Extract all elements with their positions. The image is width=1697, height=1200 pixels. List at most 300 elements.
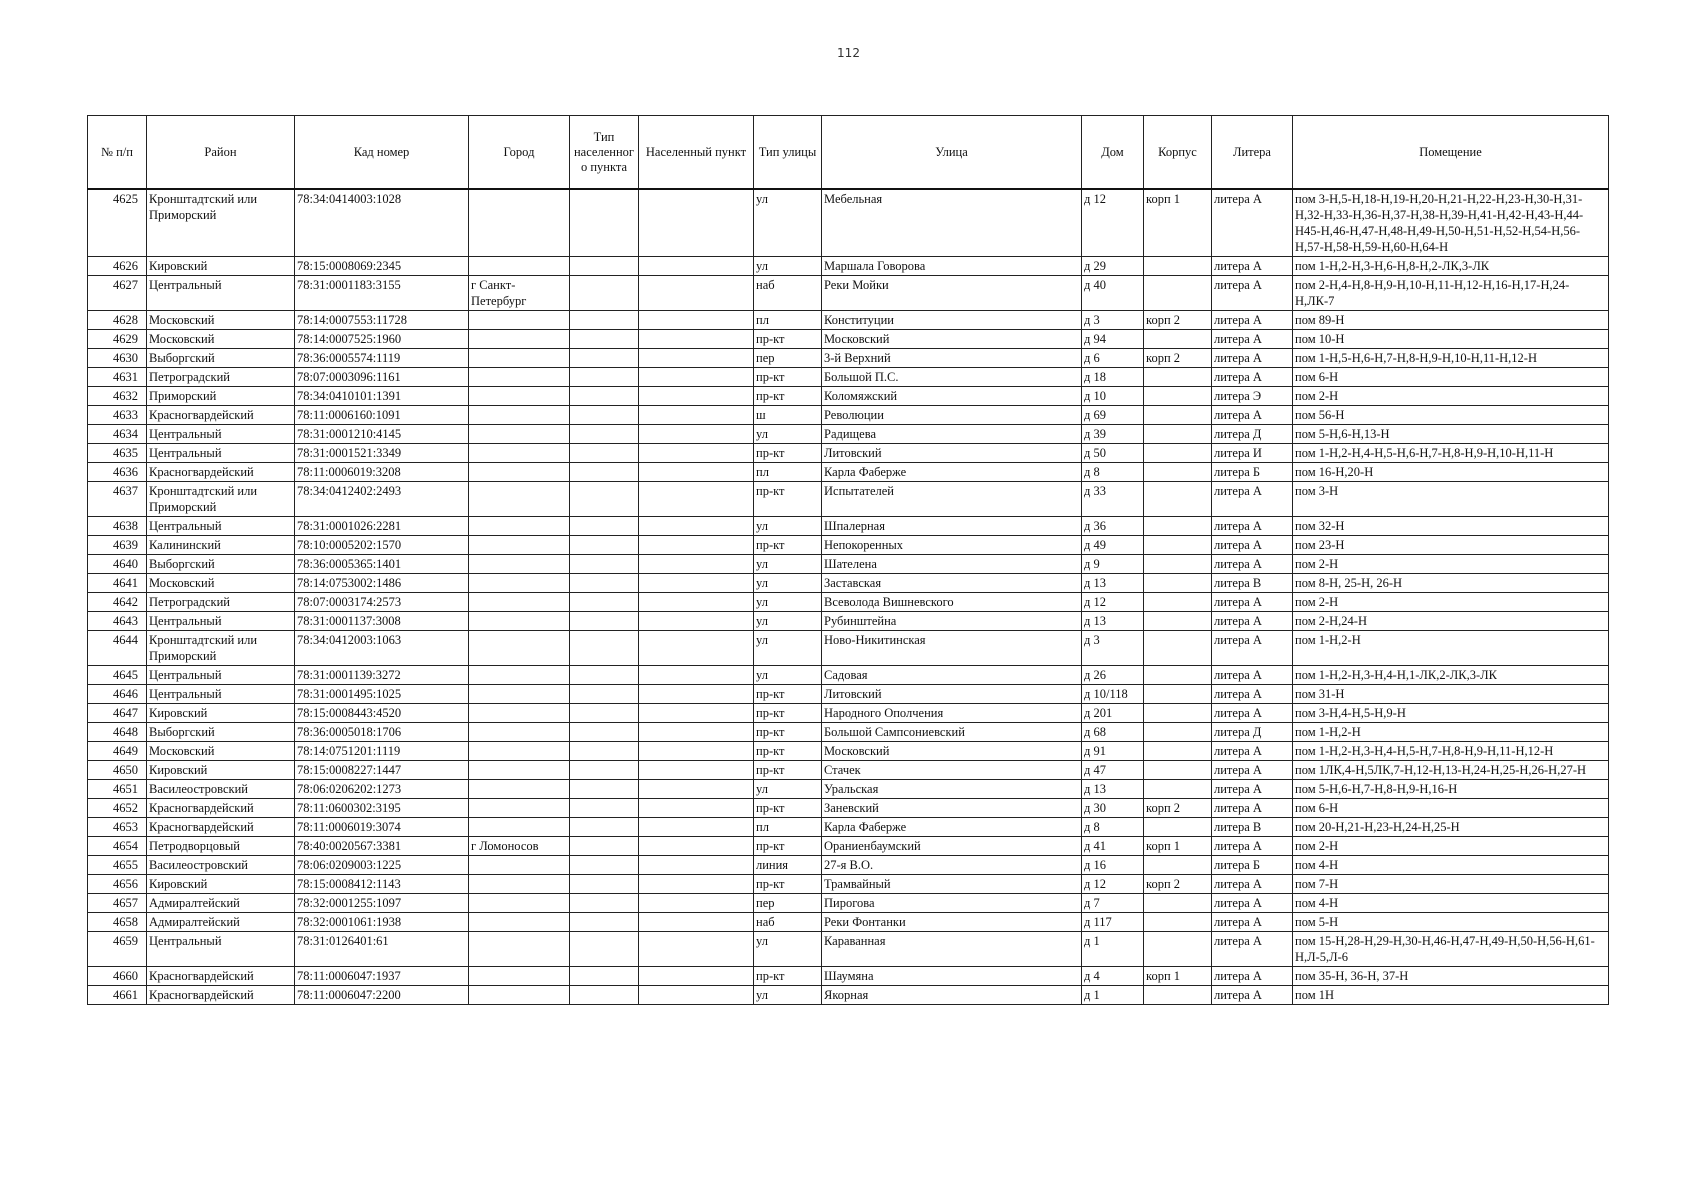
- settlement-type-cell: [570, 593, 639, 612]
- settlement-cell: [639, 574, 754, 593]
- street-type-cell: наб: [754, 276, 822, 311]
- street-type-cell: ул: [754, 631, 822, 666]
- district-cell: Центральный: [147, 425, 295, 444]
- settlement-type-cell: [570, 257, 639, 276]
- street-type-cell: ул: [754, 257, 822, 276]
- settlement-cell: [639, 189, 754, 257]
- settlement-type-cell: [570, 894, 639, 913]
- cadastral-number-cell: 78:40:0020567:3381: [295, 837, 469, 856]
- street-type-cell: ул: [754, 932, 822, 967]
- cadastral-number-cell: 78:11:0006160:1091: [295, 406, 469, 425]
- house-cell: д 3: [1082, 311, 1144, 330]
- district-cell: Кронштадтский или Приморский: [147, 631, 295, 666]
- settlement-type-cell: [570, 444, 639, 463]
- cadastral-number-cell: 78:07:0003174:2573: [295, 593, 469, 612]
- settlement-type-cell: [570, 276, 639, 311]
- city-cell: [469, 257, 570, 276]
- street-type-cell: пл: [754, 818, 822, 837]
- row-number-cell: 4645: [88, 666, 147, 685]
- settlement-cell: [639, 612, 754, 631]
- settlement-cell: [639, 330, 754, 349]
- letter-cell: литера А: [1212, 311, 1293, 330]
- street-type-cell: ул: [754, 593, 822, 612]
- settlement-cell: [639, 704, 754, 723]
- street-cell: Шателена: [822, 555, 1082, 574]
- cadastral-number-cell: 78:15:0008069:2345: [295, 257, 469, 276]
- street-cell: Карла Фаберже: [822, 463, 1082, 482]
- street-type-cell: пр-кт: [754, 799, 822, 818]
- building-cell: [1144, 444, 1212, 463]
- settlement-type-cell: [570, 742, 639, 761]
- row-number-cell: 4659: [88, 932, 147, 967]
- house-cell: д 12: [1082, 593, 1144, 612]
- district-cell: Красногвардейский: [147, 799, 295, 818]
- settlement-cell: [639, 932, 754, 967]
- letter-cell: литера А: [1212, 406, 1293, 425]
- header-row: [88, 116, 1609, 190]
- premises-cell: пом 1-Н,5-Н,6-Н,7-Н,8-Н,9-Н,10-Н,11-Н,12-Н: [1293, 349, 1609, 368]
- building-cell: [1144, 986, 1212, 1005]
- house-cell: д 40: [1082, 276, 1144, 311]
- house-cell: д 117: [1082, 913, 1144, 932]
- street-type-cell: пр-кт: [754, 704, 822, 723]
- settlement-type-cell: [570, 666, 639, 685]
- city-cell: [469, 330, 570, 349]
- letter-cell: литера А: [1212, 704, 1293, 723]
- street-type-cell: пр-кт: [754, 967, 822, 986]
- street-type-cell: пр-кт: [754, 761, 822, 780]
- district-cell: Петроградский: [147, 368, 295, 387]
- street-type-cell: пр-кт: [754, 875, 822, 894]
- table-row: [88, 742, 1609, 761]
- premises-cell: пом 2-Н: [1293, 555, 1609, 574]
- letter-cell: литера А: [1212, 368, 1293, 387]
- cadastral-number-cell: 78:34:0410101:1391: [295, 387, 469, 406]
- cadastral-number-cell: 78:34:0412402:2493: [295, 482, 469, 517]
- premises-cell: пом 6-Н: [1293, 799, 1609, 818]
- street-cell: Мебельная: [822, 189, 1082, 257]
- street-cell: Реки Мойки: [822, 276, 1082, 311]
- city-cell: [469, 704, 570, 723]
- cadastral-number-cell: 78:31:0001026:2281: [295, 517, 469, 536]
- table-row: [88, 837, 1609, 856]
- city-cell: [469, 986, 570, 1005]
- building-cell: [1144, 330, 1212, 349]
- premises-cell: пом 4-Н: [1293, 856, 1609, 875]
- street-cell: Революции: [822, 406, 1082, 425]
- letter-cell: литера А: [1212, 742, 1293, 761]
- row-number-cell: 4627: [88, 276, 147, 311]
- building-cell: корп 1: [1144, 967, 1212, 986]
- letter-cell: литера Э: [1212, 387, 1293, 406]
- house-cell: д 1: [1082, 932, 1144, 967]
- row-number-cell: 4653: [88, 818, 147, 837]
- cadastral-number-cell: 78:34:0412003:1063: [295, 631, 469, 666]
- table-row: [88, 444, 1609, 463]
- building-cell: [1144, 276, 1212, 311]
- row-number-cell: 4651: [88, 780, 147, 799]
- building-cell: [1144, 574, 1212, 593]
- cadastral-number-cell: 78:31:0001210:4145: [295, 425, 469, 444]
- table-row: [88, 257, 1609, 276]
- district-cell: Петродворцовый: [147, 837, 295, 856]
- building-cell: корп 2: [1144, 349, 1212, 368]
- district-cell: Московский: [147, 330, 295, 349]
- cadastral-number-cell: 78:07:0003096:1161: [295, 368, 469, 387]
- city-cell: [469, 666, 570, 685]
- settlement-cell: [639, 536, 754, 555]
- street-cell: Маршала Говорова: [822, 257, 1082, 276]
- letter-cell: литера А: [1212, 349, 1293, 368]
- city-cell: [469, 593, 570, 612]
- table-row: [88, 761, 1609, 780]
- street-type-cell: пр-кт: [754, 330, 822, 349]
- house-cell: д 12: [1082, 189, 1144, 257]
- letter-cell: литера А: [1212, 780, 1293, 799]
- table-row: [88, 666, 1609, 685]
- settlement-cell: [639, 761, 754, 780]
- table-row: [88, 612, 1609, 631]
- letter-cell: литера А: [1212, 837, 1293, 856]
- settlement-type-cell: [570, 837, 639, 856]
- row-number-cell: 4644: [88, 631, 147, 666]
- cadastral-number-cell: 78:36:0005018:1706: [295, 723, 469, 742]
- letter-cell: литера А: [1212, 986, 1293, 1005]
- table-row: [88, 387, 1609, 406]
- letter-cell: литера Д: [1212, 723, 1293, 742]
- building-cell: [1144, 536, 1212, 555]
- letter-cell: литера А: [1212, 276, 1293, 311]
- building-cell: [1144, 894, 1212, 913]
- settlement-cell: [639, 742, 754, 761]
- district-cell: Кронштадтский или Приморский: [147, 189, 295, 257]
- cadastral-number-cell: 78:15:0008412:1143: [295, 875, 469, 894]
- letter-cell: литера А: [1212, 875, 1293, 894]
- cadastral-number-cell: 78:31:0001183:3155: [295, 276, 469, 311]
- cadastral-number-cell: 78:31:0001137:3008: [295, 612, 469, 631]
- building-cell: корп 1: [1144, 189, 1212, 257]
- settlement-type-cell: [570, 574, 639, 593]
- street-type-cell: ш: [754, 406, 822, 425]
- premises-cell: пом 2-Н,4-Н,8-Н,9-Н,10-Н,11-Н,12-Н,16-Н,17-Н,24-Н,ЛК-7: [1293, 276, 1609, 311]
- street-type-cell: пер: [754, 894, 822, 913]
- table-row: [88, 593, 1609, 612]
- table-row: [88, 368, 1609, 387]
- premises-cell: пом 1-Н,2-Н,3-Н,4-Н,5-Н,7-Н,8-Н,9-Н,11-Н,12-Н: [1293, 742, 1609, 761]
- row-number-cell: 4629: [88, 330, 147, 349]
- letter-cell: литера А: [1212, 257, 1293, 276]
- premises-cell: пом 5-Н: [1293, 913, 1609, 932]
- cadastral-number-cell: 78:15:0008227:1447: [295, 761, 469, 780]
- house-cell: д 68: [1082, 723, 1144, 742]
- letter-cell: литера А: [1212, 517, 1293, 536]
- district-cell: Кировский: [147, 704, 295, 723]
- row-number-cell: 4628: [88, 311, 147, 330]
- building-cell: [1144, 742, 1212, 761]
- street-cell: Непокоренных: [822, 536, 1082, 555]
- table-row: [88, 189, 1609, 257]
- street-cell: 3-й Верхний: [822, 349, 1082, 368]
- row-number-cell: 4635: [88, 444, 147, 463]
- settlement-cell: [639, 837, 754, 856]
- city-cell: [469, 574, 570, 593]
- table-row: [88, 856, 1609, 875]
- cadastral-number-cell: 78:32:0001255:1097: [295, 894, 469, 913]
- street-type-cell: линия: [754, 856, 822, 875]
- settlement-type-cell: [570, 536, 639, 555]
- cadastral-number-cell: 78:14:0007553:11728: [295, 311, 469, 330]
- settlement-cell: [639, 257, 754, 276]
- premises-cell: пом 3-Н,5-Н,18-Н,19-Н,20-Н,21-Н,22-Н,23-Н,30-Н,31-Н,32-Н,33-Н,36-Н,37-Н,38-Н,39-Н,41-Н,42-Н,43-Н,44-Н45-Н,46-Н,47-Н,48-Н,49-Н,50-Н,51-Н,52-Н,54-Н,56-Н,57-Н,58-Н,59-Н,60-Н,64-Н: [1293, 189, 1609, 257]
- street-cell: Народного Ополчения: [822, 704, 1082, 723]
- cadastral-number-cell: 78:06:0209003:1225: [295, 856, 469, 875]
- settlement-type-cell: [570, 986, 639, 1005]
- street-cell: Реки Фонтанки: [822, 913, 1082, 932]
- street-cell: Стачек: [822, 761, 1082, 780]
- city-cell: [469, 612, 570, 631]
- city-cell: [469, 932, 570, 967]
- house-cell: д 12: [1082, 875, 1144, 894]
- letter-cell: литера А: [1212, 593, 1293, 612]
- row-number-cell: 4656: [88, 875, 147, 894]
- premises-cell: пом 32-Н: [1293, 517, 1609, 536]
- city-cell: [469, 856, 570, 875]
- premises-cell: пом 7-Н: [1293, 875, 1609, 894]
- street-cell: Радищева: [822, 425, 1082, 444]
- settlement-type-cell: [570, 913, 639, 932]
- premises-cell: пом 3-Н: [1293, 482, 1609, 517]
- building-cell: корп 1: [1144, 837, 1212, 856]
- letter-cell: литера А: [1212, 894, 1293, 913]
- table-row: [88, 574, 1609, 593]
- house-cell: д 10/118: [1082, 685, 1144, 704]
- table-row: [88, 517, 1609, 536]
- house-cell: д 91: [1082, 742, 1144, 761]
- building-cell: [1144, 593, 1212, 612]
- header-district: Район: [147, 116, 295, 190]
- street-cell: Уральская: [822, 780, 1082, 799]
- premises-cell: пом 2-Н: [1293, 387, 1609, 406]
- settlement-type-cell: [570, 463, 639, 482]
- building-cell: [1144, 425, 1212, 444]
- street-cell: Ново-Никитинская: [822, 631, 1082, 666]
- row-number-cell: 4639: [88, 536, 147, 555]
- cadastral-number-cell: 78:31:0001139:3272: [295, 666, 469, 685]
- table-row: [88, 536, 1609, 555]
- letter-cell: литера Б: [1212, 856, 1293, 875]
- settlement-cell: [639, 482, 754, 517]
- house-cell: д 36: [1082, 517, 1144, 536]
- district-cell: Красногвардейский: [147, 818, 295, 837]
- city-cell: г Санкт-Петербург: [469, 276, 570, 311]
- street-type-cell: пер: [754, 349, 822, 368]
- house-cell: д 49: [1082, 536, 1144, 555]
- letter-cell: литера В: [1212, 818, 1293, 837]
- house-cell: д 94: [1082, 330, 1144, 349]
- cadastral-number-cell: 78:31:0126401:61: [295, 932, 469, 967]
- city-cell: [469, 368, 570, 387]
- district-cell: Центральный: [147, 517, 295, 536]
- row-number-cell: 4655: [88, 856, 147, 875]
- street-cell: Караванная: [822, 932, 1082, 967]
- building-cell: [1144, 257, 1212, 276]
- street-cell: Трамвайный: [822, 875, 1082, 894]
- settlement-cell: [639, 406, 754, 425]
- premises-cell: пом 1-Н,2-Н,3-Н,4-Н,1-ЛК,2-ЛК,3-ЛК: [1293, 666, 1609, 685]
- table-row: [88, 894, 1609, 913]
- cadastral-number-cell: 78:14:0007525:1960: [295, 330, 469, 349]
- row-number-cell: 4646: [88, 685, 147, 704]
- premises-cell: пом 2-Н: [1293, 837, 1609, 856]
- row-number-cell: 4654: [88, 837, 147, 856]
- city-cell: [469, 444, 570, 463]
- district-cell: Центральный: [147, 666, 295, 685]
- street-type-cell: пр-кт: [754, 482, 822, 517]
- table-row: [88, 425, 1609, 444]
- city-cell: [469, 780, 570, 799]
- city-cell: [469, 463, 570, 482]
- building-cell: [1144, 723, 1212, 742]
- street-type-cell: ул: [754, 986, 822, 1005]
- building-cell: [1144, 856, 1212, 875]
- district-cell: Адмиралтейский: [147, 894, 295, 913]
- building-cell: [1144, 555, 1212, 574]
- city-cell: [469, 387, 570, 406]
- street-cell: Литовский: [822, 444, 1082, 463]
- letter-cell: литера А: [1212, 967, 1293, 986]
- house-cell: д 4: [1082, 967, 1144, 986]
- settlement-cell: [639, 593, 754, 612]
- settlement-type-cell: [570, 406, 639, 425]
- city-cell: [469, 818, 570, 837]
- district-cell: Центральный: [147, 276, 295, 311]
- letter-cell: литера А: [1212, 666, 1293, 685]
- district-cell: Приморский: [147, 387, 295, 406]
- premises-cell: пом 4-Н: [1293, 894, 1609, 913]
- street-type-cell: ул: [754, 612, 822, 631]
- district-cell: Кировский: [147, 761, 295, 780]
- house-cell: д 8: [1082, 818, 1144, 837]
- building-cell: [1144, 913, 1212, 932]
- city-cell: [469, 555, 570, 574]
- premises-cell: пом 1Н: [1293, 986, 1609, 1005]
- row-number-cell: 4637: [88, 482, 147, 517]
- district-cell: Красногвардейский: [147, 967, 295, 986]
- row-number-cell: 4649: [88, 742, 147, 761]
- street-type-cell: ул: [754, 189, 822, 257]
- cadastral-number-cell: 78:36:0005574:1119: [295, 349, 469, 368]
- settlement-cell: [639, 311, 754, 330]
- premises-cell: пом 16-Н,20-Н: [1293, 463, 1609, 482]
- city-cell: [469, 349, 570, 368]
- city-cell: [469, 517, 570, 536]
- street-type-cell: пр-кт: [754, 536, 822, 555]
- settlement-cell: [639, 387, 754, 406]
- settlement-type-cell: [570, 482, 639, 517]
- settlement-cell: [639, 685, 754, 704]
- city-cell: [469, 723, 570, 742]
- header-street: Улица: [822, 116, 1082, 190]
- settlement-type-cell: [570, 799, 639, 818]
- street-cell: Заставская: [822, 574, 1082, 593]
- street-cell: Карла Фаберже: [822, 818, 1082, 837]
- header-letter: Литера: [1212, 116, 1293, 190]
- street-type-cell: пр-кт: [754, 723, 822, 742]
- building-cell: [1144, 761, 1212, 780]
- house-cell: д 16: [1082, 856, 1144, 875]
- header-building: Корпус: [1144, 116, 1212, 190]
- district-cell: Красногвардейский: [147, 986, 295, 1005]
- cadastral-number-cell: 78:32:0001061:1938: [295, 913, 469, 932]
- building-cell: [1144, 704, 1212, 723]
- city-cell: [469, 685, 570, 704]
- letter-cell: литера В: [1212, 574, 1293, 593]
- settlement-type-cell: [570, 818, 639, 837]
- street-cell: Якорная: [822, 986, 1082, 1005]
- house-cell: д 201: [1082, 704, 1144, 723]
- settlement-cell: [639, 517, 754, 536]
- premises-cell: пом 1-Н,2-Н: [1293, 723, 1609, 742]
- cadastral-number-cell: 78:31:0001521:3349: [295, 444, 469, 463]
- house-cell: д 3: [1082, 631, 1144, 666]
- street-type-cell: ул: [754, 555, 822, 574]
- cadastral-number-cell: 78:11:0006047:1937: [295, 967, 469, 986]
- street-cell: Садовая: [822, 666, 1082, 685]
- row-number-cell: 4626: [88, 257, 147, 276]
- row-number-cell: 4652: [88, 799, 147, 818]
- building-cell: [1144, 406, 1212, 425]
- settlement-type-cell: [570, 780, 639, 799]
- building-cell: [1144, 666, 1212, 685]
- premises-cell: пом 2-Н,24-Н: [1293, 612, 1609, 631]
- building-cell: корп 2: [1144, 799, 1212, 818]
- premises-cell: пом 3-Н,4-Н,5-Н,9-Н: [1293, 704, 1609, 723]
- settlement-cell: [639, 986, 754, 1005]
- settlement-type-cell: [570, 368, 639, 387]
- settlement-cell: [639, 425, 754, 444]
- building-cell: корп 2: [1144, 875, 1212, 894]
- table-row: [88, 723, 1609, 742]
- city-cell: [469, 536, 570, 555]
- header-city: Город: [469, 116, 570, 190]
- table-row: [88, 799, 1609, 818]
- district-cell: Выборгский: [147, 349, 295, 368]
- cadastral-number-cell: 78:11:0006047:2200: [295, 986, 469, 1005]
- house-cell: д 7: [1082, 894, 1144, 913]
- house-cell: д 69: [1082, 406, 1144, 425]
- table-row: [88, 349, 1609, 368]
- street-cell: Литовский: [822, 685, 1082, 704]
- settlement-cell: [639, 799, 754, 818]
- cadastral-number-cell: 78:31:0001495:1025: [295, 685, 469, 704]
- building-cell: [1144, 780, 1212, 799]
- settlement-type-cell: [570, 330, 639, 349]
- settlement-type-cell: [570, 349, 639, 368]
- city-cell: [469, 742, 570, 761]
- street-type-cell: ул: [754, 517, 822, 536]
- district-cell: Московский: [147, 311, 295, 330]
- district-cell: Петроградский: [147, 593, 295, 612]
- house-cell: д 9: [1082, 555, 1144, 574]
- district-cell: Выборгский: [147, 723, 295, 742]
- header-settlement-type: Тип населенного пункта: [570, 116, 639, 190]
- settlement-type-cell: [570, 612, 639, 631]
- cadastral-number-cell: 78:06:0206202:1273: [295, 780, 469, 799]
- settlement-type-cell: [570, 555, 639, 574]
- settlement-cell: [639, 856, 754, 875]
- settlement-type-cell: [570, 856, 639, 875]
- settlement-type-cell: [570, 425, 639, 444]
